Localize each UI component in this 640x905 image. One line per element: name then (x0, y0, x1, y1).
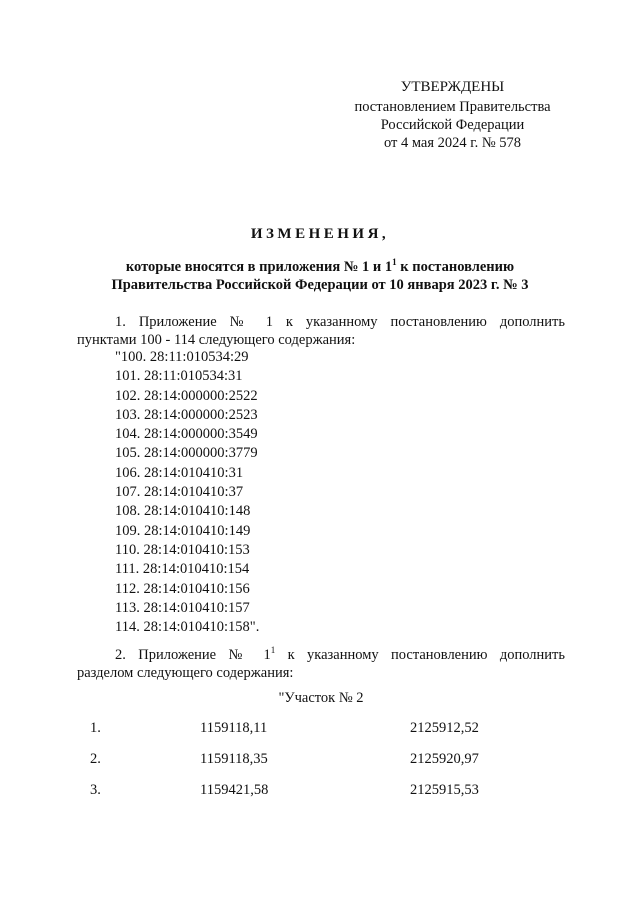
cadastral-list (115, 348, 259, 637)
row-y: 2125912,52 (410, 720, 479, 736)
list-item: 103. 28:14:000000:2523 (115, 406, 258, 423)
row-number: 3. (90, 782, 101, 798)
item-2-line-2: разделом следующего содержания: (77, 664, 294, 681)
heading-line-2: Правительства Российской Федерации от 10 января 2023 г. № 3 (111, 276, 529, 293)
item-1-line-1: 1. Приложение № 1 к указанному постановлению дополнить (115, 314, 565, 330)
row-y: 2125915,53 (410, 782, 479, 798)
list-item: 114. 28:14:010410:158". (115, 619, 260, 636)
list-item: 112. 28:14:010410:156 (115, 580, 250, 597)
list-item: 107. 28:14:010410:37 (115, 484, 244, 501)
row-y: 2125920,97 (410, 751, 479, 767)
row-x: 1159421,58 (200, 782, 269, 798)
list-item: 104. 28:14:000000:3549 (115, 426, 258, 443)
list-item: 113. 28:14:010410:157 (115, 599, 250, 616)
heading-line-1-sup: 1 (392, 257, 397, 267)
list-item: 108. 28:14:010410:148 (115, 503, 251, 520)
document-heading (60, 226, 580, 294)
list-item: 101. 28:11:010534:31 (115, 368, 243, 385)
heading-line-1-text: которые вносятся в приложения № 1 и 1 (125, 258, 393, 275)
table-row (77, 720, 565, 740)
approval-line-3: от 4 мая 2024 г. № 578 (383, 135, 522, 151)
table-row (77, 751, 565, 771)
list-item: 106. 28:14:010410:31 (115, 464, 244, 481)
approval-line-2: Российской Федерации (380, 117, 525, 133)
approval-line-1: постановлением Правительства (354, 99, 551, 115)
item-1-line-2: пунктами 100 - 114 следующего содержания: (77, 332, 356, 348)
list-item: 110. 28:14:010410:153 (115, 541, 250, 558)
row-number: 1. (90, 720, 101, 736)
item-2-paragraph (77, 641, 565, 682)
item-1-paragraph (77, 313, 565, 349)
list-item: 111. 28:14:010410:154 (115, 561, 250, 578)
approval-block (340, 78, 565, 152)
heading-line-1 (60, 253, 580, 276)
list-item: 109. 28:14:010410:149 (115, 522, 251, 539)
row-x: 1159118,35 (200, 751, 268, 767)
list-item: 102. 28:14:000000:2522 (115, 387, 258, 404)
heading-line-1-tail: к постановлению (396, 258, 515, 275)
item-2-line-1-tail: к указанному постановлению дополнить (275, 646, 565, 663)
item-2-line-1-text: 2. Приложение № 1 (115, 646, 271, 663)
list-item: 105. 28:14:000000:3779 (115, 445, 258, 462)
approval-title: УТВЕРЖДЕНЫ (400, 79, 505, 95)
row-number: 2. (90, 751, 101, 767)
list-item: "100. 28:11:010534:29 (115, 349, 249, 365)
heading-title: ИЗМЕНЕНИЯ, (250, 226, 390, 242)
item-2-line-1 (77, 641, 565, 664)
section-title: "Участок № 2 (278, 690, 364, 706)
table-row (77, 782, 565, 802)
row-x: 1159118,11 (200, 720, 268, 736)
item-2-line-1-sup: 1 (270, 645, 276, 655)
